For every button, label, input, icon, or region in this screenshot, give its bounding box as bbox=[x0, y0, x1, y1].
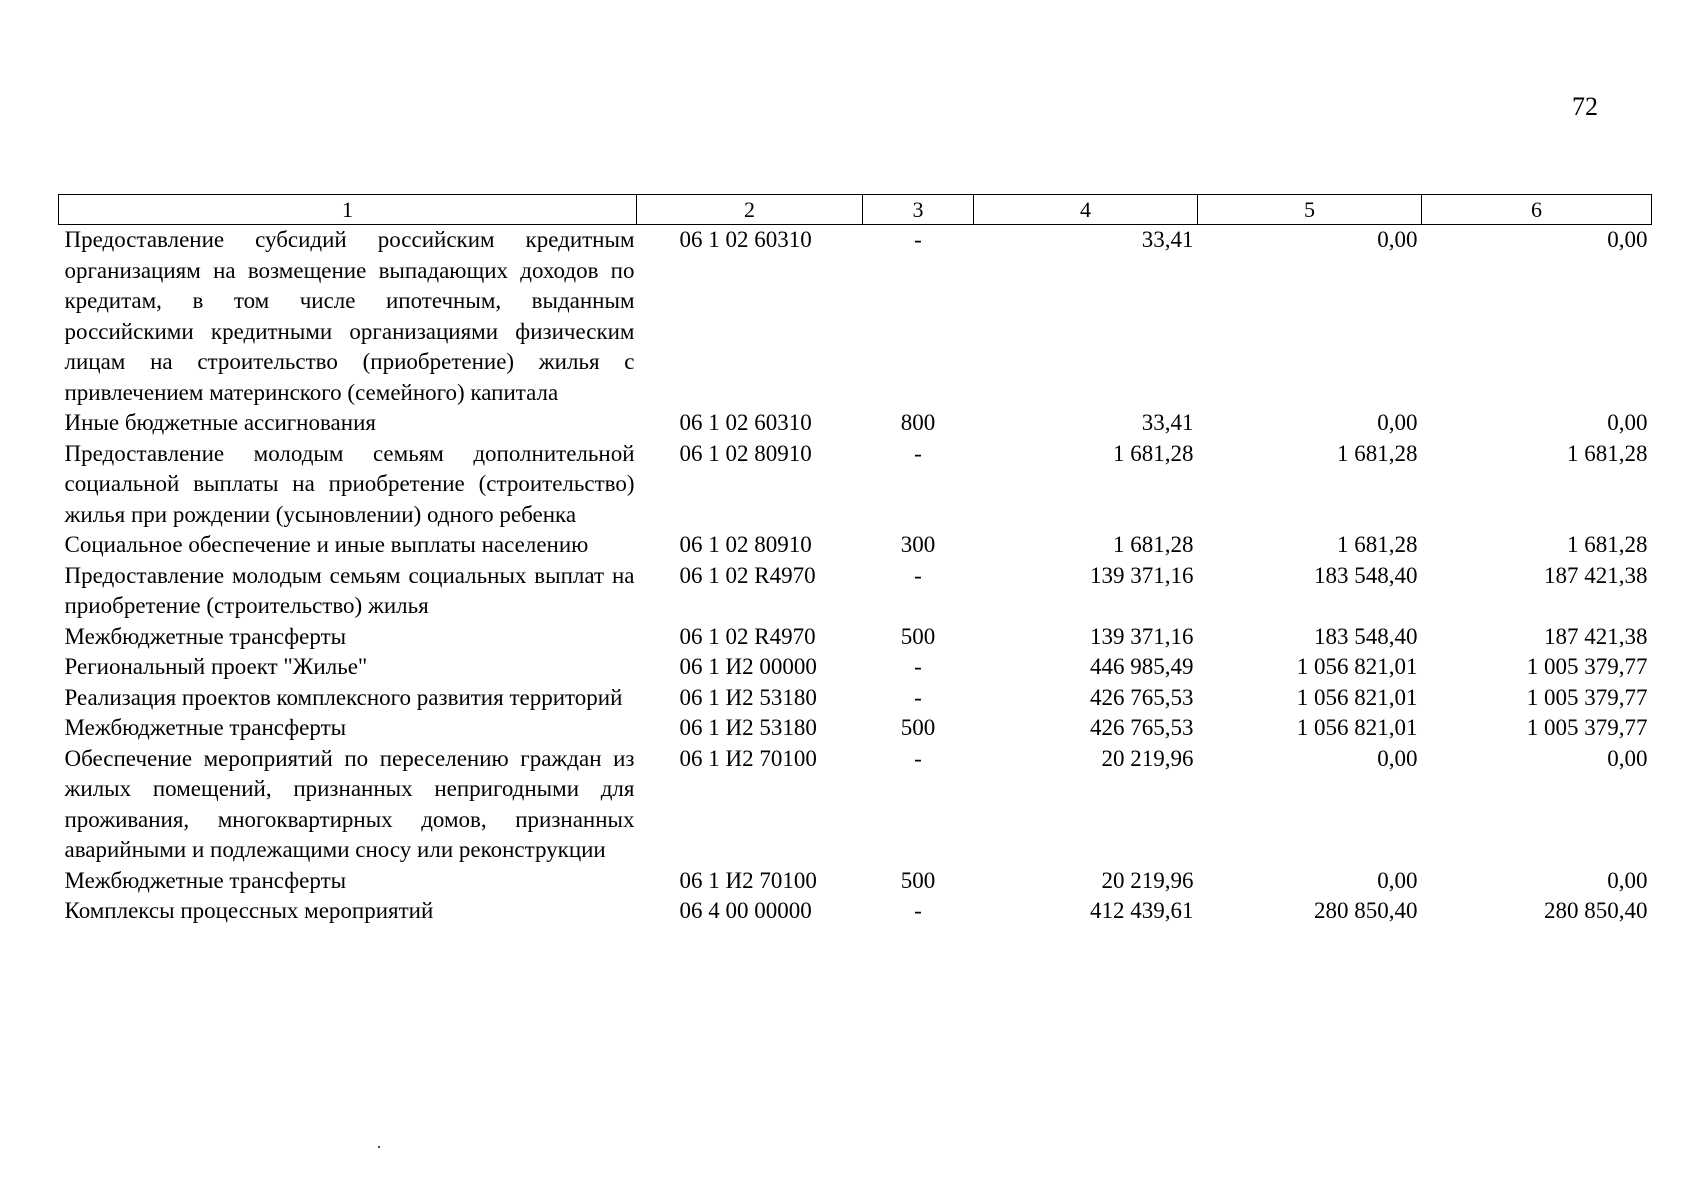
row-name: Реализация проектов комплексного развития территорий bbox=[64, 684, 623, 710]
row-expense-type: - bbox=[914, 745, 922, 771]
table-row bbox=[59, 408, 1652, 439]
row-value-col6: 0,00 bbox=[1607, 867, 1648, 893]
row-value-col4: 426 765,53 bbox=[1090, 684, 1194, 710]
row-expense-type: - bbox=[914, 440, 922, 466]
row-expense-type: - bbox=[914, 562, 922, 588]
row-value-col4: 33,41 bbox=[1141, 227, 1194, 252]
scan-speck bbox=[378, 1146, 380, 1148]
row-expense-type: - bbox=[914, 684, 922, 710]
row-value-col5: 280 850,40 bbox=[1314, 898, 1418, 923]
row-code: 06 1 02 R4970 bbox=[679, 562, 816, 588]
row-value-col5: 0,00 bbox=[1377, 227, 1418, 252]
table-row bbox=[59, 896, 1652, 927]
column-header-6: 6 bbox=[1422, 195, 1652, 225]
table-row bbox=[59, 561, 1652, 622]
row-code: 06 1 И2 70100 bbox=[679, 867, 817, 893]
row-value-col6: 0,00 bbox=[1607, 227, 1648, 252]
table-header-row bbox=[59, 195, 1652, 225]
row-value-col4: 20 219,96 bbox=[1101, 867, 1194, 893]
row-value-col5: 0,00 bbox=[1377, 745, 1418, 771]
row-name: Межбюджетные трансферты bbox=[64, 715, 347, 740]
table-row bbox=[59, 652, 1652, 683]
row-value-col4: 412 439,61 bbox=[1090, 898, 1194, 923]
table-row bbox=[59, 439, 1652, 531]
row-expense-type: 500 bbox=[900, 867, 936, 893]
table-row bbox=[59, 866, 1652, 897]
row-expense-type: 300 bbox=[900, 532, 936, 557]
table-row bbox=[59, 683, 1652, 714]
row-name: Иные бюджетные ассигнования bbox=[64, 410, 376, 435]
row-code: 06 1 И2 53180 bbox=[679, 684, 817, 710]
row-code: 06 1 02 80910 bbox=[679, 532, 812, 557]
row-value-col5: 0,00 bbox=[1377, 867, 1418, 893]
budget-table bbox=[58, 194, 1652, 927]
row-name: Обеспечение мероприятий по переселению граждан из жилых помещений, признанных непригодными для проживания, многоквартирных домов, признанных аварийными и подлежащими сносу или реконструкции bbox=[64, 745, 635, 862]
row-code: 06 1 02 R4970 bbox=[679, 623, 816, 649]
row-name: Социальное обеспечение и иные выплаты населению bbox=[64, 532, 589, 557]
row-value-col4: 139 371,16 bbox=[1090, 623, 1194, 649]
column-header-5: 5 bbox=[1198, 195, 1422, 225]
column-header-4: 4 bbox=[974, 195, 1198, 225]
row-code: 06 1 02 60310 bbox=[679, 410, 812, 435]
row-value-col4: 1 681,28 bbox=[1113, 532, 1194, 557]
table-row bbox=[59, 225, 1652, 409]
page-number: 72 bbox=[1572, 92, 1598, 121]
row-name: Предоставление молодым семьям дополнительной социальной выплаты на приобретение (строительство) жилья при рождении (усыновлении) одного ребенка bbox=[64, 440, 635, 527]
row-value-col5: 183 548,40 bbox=[1314, 562, 1418, 588]
row-expense-type: 800 bbox=[900, 410, 936, 435]
row-value-col4: 20 219,96 bbox=[1101, 745, 1194, 771]
table-row bbox=[59, 530, 1652, 561]
row-code: 06 1 02 60310 bbox=[679, 227, 812, 252]
row-value-col5: 1 056 821,01 bbox=[1296, 654, 1418, 679]
row-value-col6: 0,00 bbox=[1607, 745, 1648, 771]
row-name: Предоставление молодым семьям социальных выплат на приобретение (строительство) жилья bbox=[64, 562, 635, 618]
row-value-col6: 280 850,40 bbox=[1544, 898, 1648, 923]
column-header-2: 2 bbox=[637, 195, 863, 225]
row-name: Комплексы процессных мероприятий bbox=[64, 898, 434, 923]
column-header-3: 3 bbox=[863, 195, 974, 225]
row-expense-type: 500 bbox=[900, 623, 936, 649]
row-name: Межбюджетные трансферты bbox=[64, 623, 347, 649]
column-header-1: 1 bbox=[59, 195, 637, 225]
row-value-col5: 183 548,40 bbox=[1314, 623, 1418, 649]
row-name: Межбюджетные трансферты bbox=[64, 867, 347, 893]
row-value-col4: 426 765,53 bbox=[1090, 715, 1194, 740]
row-code: 06 4 00 00000 bbox=[679, 898, 812, 923]
row-value-col4: 139 371,16 bbox=[1090, 562, 1194, 588]
row-value-col6: 0,00 bbox=[1607, 410, 1648, 435]
row-value-col6: 187 421,38 bbox=[1544, 623, 1648, 649]
row-name: Предоставление субсидий российским кредитным организациям на возмещение выпадающих доходов по кредитам, в том числе ипотечным, выданным российскими кредитными организациями физическим лицам на строительство (приобретение) жилья с привлечением материнского (семейного) капитала bbox=[64, 227, 635, 405]
row-value-col6: 1 005 379,77 bbox=[1526, 684, 1648, 710]
row-code: 06 1 И2 70100 bbox=[679, 745, 817, 771]
row-value-col6: 1 681,28 bbox=[1567, 532, 1648, 557]
row-code: 06 1 02 80910 bbox=[679, 440, 812, 466]
row-expense-type: - bbox=[914, 227, 922, 252]
row-value-col6: 1 005 379,77 bbox=[1526, 654, 1648, 679]
row-expense-type: 500 bbox=[900, 715, 936, 740]
row-value-col5: 1 681,28 bbox=[1337, 440, 1418, 466]
row-code: 06 1 И2 00000 bbox=[679, 654, 817, 679]
row-name: Региональный проект "Жилье" bbox=[64, 654, 368, 679]
row-value-col5: 1 056 821,01 bbox=[1296, 684, 1418, 710]
row-value-col6: 1 681,28 bbox=[1567, 440, 1648, 466]
table-row bbox=[59, 713, 1652, 744]
row-value-col5: 0,00 bbox=[1377, 410, 1418, 435]
row-expense-type: - bbox=[914, 898, 922, 923]
row-code: 06 1 И2 53180 bbox=[679, 715, 817, 740]
row-expense-type: - bbox=[914, 654, 922, 679]
table-row bbox=[59, 744, 1652, 866]
row-value-col4: 1 681,28 bbox=[1113, 440, 1194, 466]
row-value-col6: 1 005 379,77 bbox=[1526, 715, 1648, 740]
row-value-col5: 1 681,28 bbox=[1337, 532, 1418, 557]
row-value-col6: 187 421,38 bbox=[1544, 562, 1648, 588]
row-value-col4: 33,41 bbox=[1141, 410, 1194, 435]
row-value-col5: 1 056 821,01 bbox=[1296, 715, 1418, 740]
row-value-col4: 446 985,49 bbox=[1090, 654, 1194, 679]
table-row bbox=[59, 622, 1652, 653]
